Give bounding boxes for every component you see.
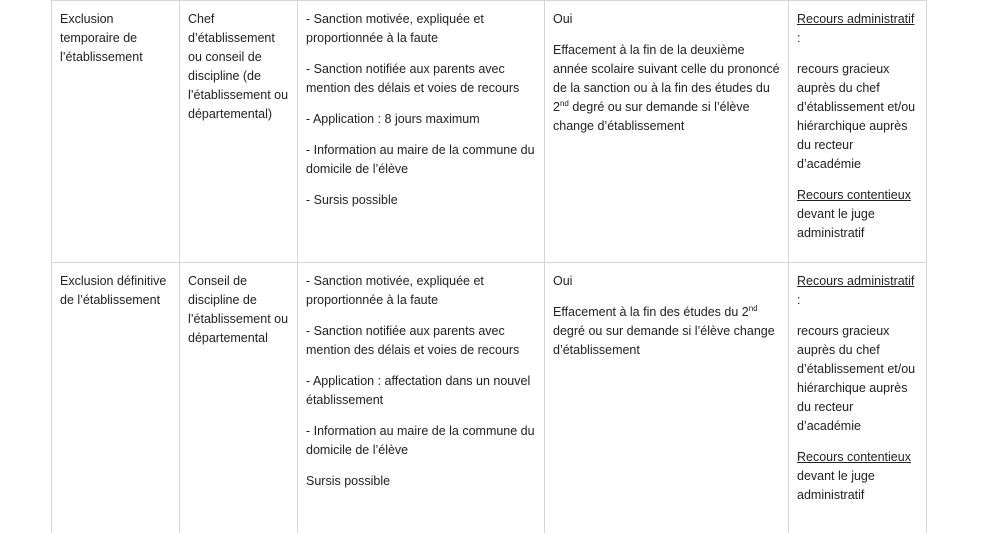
recours-cont-label: Recours contentieux [797,188,911,202]
recours-cont-label: Recours contentieux [797,450,911,464]
procedure-item: - Sursis possible [306,193,398,207]
procedure-item: Sursis possible [306,474,391,488]
recours-admin-label: Recours administratif [797,12,915,26]
procedure-item: - Information au maire de la commune du domicile de l’élève [306,424,535,457]
recours-admin-suffix: : [797,293,801,307]
recours-contentieux [797,448,918,505]
recours-admin [797,272,918,310]
recours-cont-text: devant le juge administratif [797,469,875,502]
sanction-cell [51,263,180,533]
procedure-item: - Sanction notifiée aux parents avec mention des délais et voies de recours [306,62,520,95]
sanction-text: Exclusion définitive de l’établissement [60,274,167,307]
inscription-text: Oui [553,12,573,26]
effacement-cell [545,263,789,533]
procedure-item: - Sanction motivée, expliquée et proportionnée à la faute [306,12,484,45]
recours-cell [789,1,927,263]
effacement-sup: nd [748,303,758,313]
procedure-item: - Application : 8 jours maximum [306,112,480,126]
effacement-cell [545,1,789,263]
inscription-text: Oui [553,274,573,288]
procedure-item: - Information au maire de la commune du domicile de l’élève [306,143,535,176]
effacement-part: degré ou sur demande si l’élève change d’établissement [553,100,750,133]
autorite-text: Conseil de discipline de l’établissement ou départemental [188,274,289,345]
procedure-cell [298,1,545,263]
procedure-item: - Sanction notifiée aux parents avec mention des délais et voies de recours [306,324,520,357]
table-row [51,0,927,263]
sanction-text: Exclusion temporaire de l’établissement [60,12,143,64]
procedure-cell [298,263,545,533]
procedure-item: - Sanction motivée, expliquée et proportionnée à la faute [306,274,484,307]
recours-cell [789,263,927,533]
effacement-part: Effacement à la fin des études du 2 [553,305,749,319]
effacement-part: degré ou sur demande si l’élève change d’établissement [553,324,775,357]
recours-admin-suffix: : [797,31,801,45]
table-row [51,262,927,533]
effacement-sup: nd [559,98,569,108]
effacement-part: Effacement à la fin de la deuxième année scolaire suivant celle du prononcé de la sanction ou à la fin des études du 2 [553,43,780,114]
recours-cont-text: devant le juge administratif [797,207,875,240]
autorite-cell [180,263,298,533]
sanction-cell [51,1,180,263]
effacement-text [553,303,780,360]
procedure-item: - Application : affectation dans un nouvel établissement [306,374,531,407]
recours-admin [797,10,918,48]
recours-admin-text: recours gracieux auprès du chef d’établissement et/ou hiérarchique auprès du recteur d’académie [797,324,916,433]
autorite-cell [180,1,298,263]
effacement-text [553,41,780,136]
autorite-text: Chef d’établissement ou conseil de discipline (de l’établissement ou départemental) [188,12,289,121]
recours-admin-label: Recours administratif [797,274,915,288]
recours-admin-text: recours gracieux auprès du chef d’établissement et/ou hiérarchique auprès du recteur d’académie [797,62,916,171]
recours-contentieux [797,186,918,243]
